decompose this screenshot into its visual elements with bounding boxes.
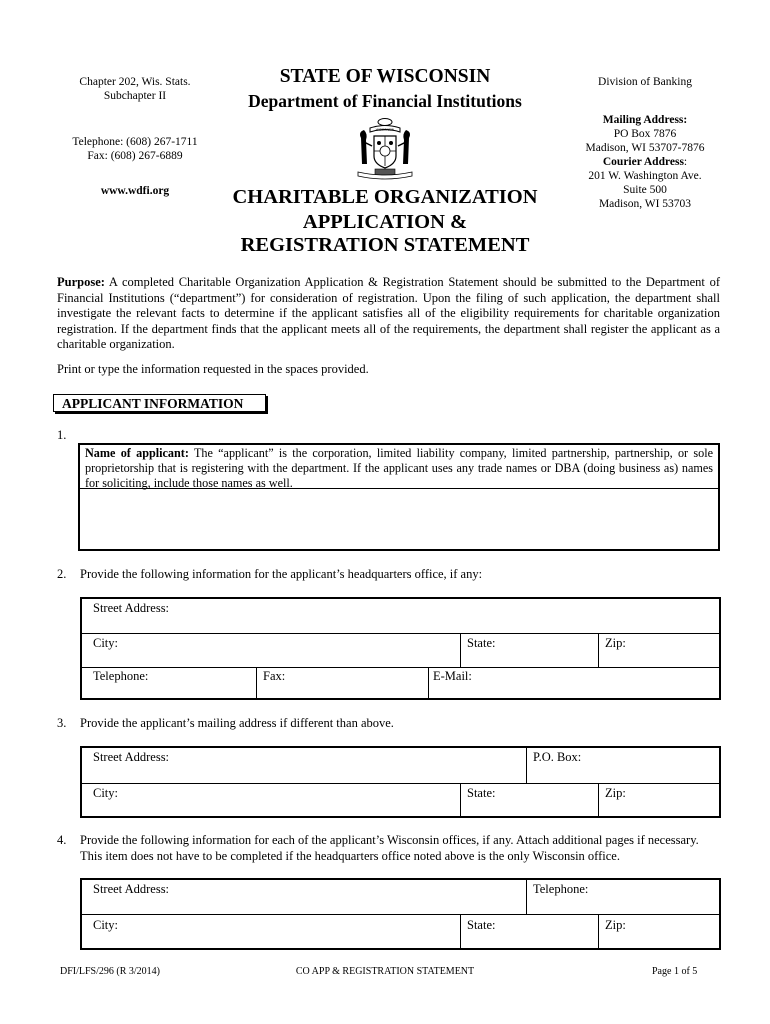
mailing-street-address-field[interactable]: Street Address: [93, 750, 170, 764]
q3-col-pobox [526, 747, 527, 783]
form-title-line1: CHARITABLE ORGANIZATION [232, 186, 538, 208]
hq-telephone-field[interactable]: Telephone: [93, 669, 149, 683]
q2-col-fax [256, 667, 257, 699]
q3-box [80, 746, 721, 818]
q2-col-state [460, 633, 461, 667]
hq-fax-field[interactable]: Fax: [263, 669, 286, 683]
purpose-text: A completed Charitable Organization Application & Registration Statement should be submitted to the Department of Financial Institutions (“department”) for consideration of registration. Upon the filing of such application, the department shall investigate the relevant facts to determine if the applicant satisfies all of the eligibility requirements for charitable organization registration. If the department finds that the applicant meets all of the requirements, the department shall register the applicant as a charitable organization. [57, 275, 720, 351]
office-state-field[interactable]: State: [467, 918, 496, 932]
footer-page-number: Page 1 of 5 [652, 966, 698, 977]
q1-description [85, 446, 713, 491]
header-left-block [55, 75, 215, 198]
q4-divider [81, 914, 720, 915]
mailing-zip-field[interactable]: Zip: [605, 786, 626, 800]
q4-text [80, 833, 730, 864]
q4-text-line2: This item does not have to be completed if the headquarters office noted above is the only Wisconsin office. [80, 848, 620, 863]
q2-col-zip [598, 633, 599, 667]
q3-col-zip [598, 783, 599, 817]
state-seal-icon [350, 114, 420, 182]
subchapter-text: Subchapter II [103, 90, 167, 102]
courier-street-text: 201 W. Washington Ave. [588, 170, 702, 182]
q4-number: 4. [57, 833, 67, 847]
applicant-name-field[interactable] [80, 490, 718, 549]
q4-col-zip [598, 914, 599, 949]
header-department: Department of Financial Institutions [248, 91, 522, 111]
section-applicant-information: APPLICANT INFORMATION [53, 394, 266, 412]
hq-zip-field[interactable]: Zip: [605, 636, 626, 650]
mailing-address-label: Mailing Address: [602, 114, 688, 126]
form-title-line2: APPLICATION & [302, 211, 468, 233]
q1-text: The “applicant” is the corporation, limited liability company, limited partnership, partnership, or sole proprietorship that is registering with the department. If the applicant uses any trade names or DBA (doing business as) names for soliciting, include those names as well. [85, 446, 713, 490]
header-right-block [565, 75, 725, 211]
mailing-city-text: Madison, WI 53707-7876 [585, 142, 705, 154]
footer-form-id: DFI/LFS/296 (R 3/2014) [60, 966, 161, 977]
q1-label: Name of applicant: [85, 446, 189, 460]
seal-banner-text: WISCONSIN [375, 128, 395, 132]
hq-street-address-field[interactable]: Street Address: [93, 601, 170, 615]
q2-divider-1 [81, 633, 720, 634]
purpose-label: Purpose: [57, 275, 105, 289]
courier-colon: : [683, 156, 688, 168]
purpose-paragraph [57, 275, 720, 353]
q4-col-state [460, 914, 461, 949]
office-city-field[interactable]: City: [93, 918, 119, 932]
q2-col-email [428, 667, 429, 699]
header-state: STATE OF WISCONSIN [279, 66, 491, 87]
q3-divider [81, 783, 720, 784]
q3-col-state [460, 783, 461, 817]
website-link[interactable]: www.wdfi.org [100, 185, 170, 197]
chapter-text: Chapter 202, Wis. Stats. [79, 76, 191, 88]
courier-address-label: Courier Address [602, 156, 684, 168]
instruction-text: Print or type the information requested in the spaces provided. [57, 362, 369, 376]
mailing-po-box-field[interactable]: P.O. Box: [533, 750, 582, 764]
q3-number: 3. [57, 716, 67, 730]
footer-form-name: CO APP & REGISTRATION STATEMENT [295, 966, 475, 977]
q4-text-line1: Provide the following information for each of the applicant’s Wisconsin offices, if any. Attach additional pages if necessary. [80, 833, 699, 847]
q1-number: 1. [57, 428, 67, 442]
form-title-line3: REGISTRATION STATEMENT [240, 234, 530, 256]
mailing-city-field[interactable]: City: [93, 786, 119, 800]
hq-city-field[interactable]: City: [93, 636, 119, 650]
q3-text: Provide the applicant’s mailing address if different than above. [80, 716, 394, 730]
office-zip-field[interactable]: Zip: [605, 918, 626, 932]
q2-divider-2 [81, 667, 720, 668]
courier-suite-text: Suite 500 [623, 184, 667, 196]
telephone-text: Telephone: (608) 267-1711 [72, 136, 198, 148]
office-telephone-field[interactable]: Telephone: [533, 882, 589, 896]
po-box-text: PO Box 7876 [613, 128, 677, 140]
q2-text: Provide the following information for the applicant’s headquarters office, if any: [80, 567, 483, 581]
office-street-address-field[interactable]: Street Address: [93, 882, 170, 896]
hq-email-field[interactable]: E-Mail: [433, 669, 472, 683]
q1-divider [79, 488, 719, 489]
q2-number: 2. [57, 567, 67, 581]
hq-state-field[interactable]: State: [467, 636, 496, 650]
q4-col-telephone [526, 879, 527, 914]
mailing-state-field[interactable]: State: [467, 786, 496, 800]
division-text: Division of Banking [598, 76, 692, 88]
fax-text: Fax: (608) 267-6889 [87, 150, 183, 162]
courier-city-text: Madison, WI 53703 [598, 198, 692, 210]
